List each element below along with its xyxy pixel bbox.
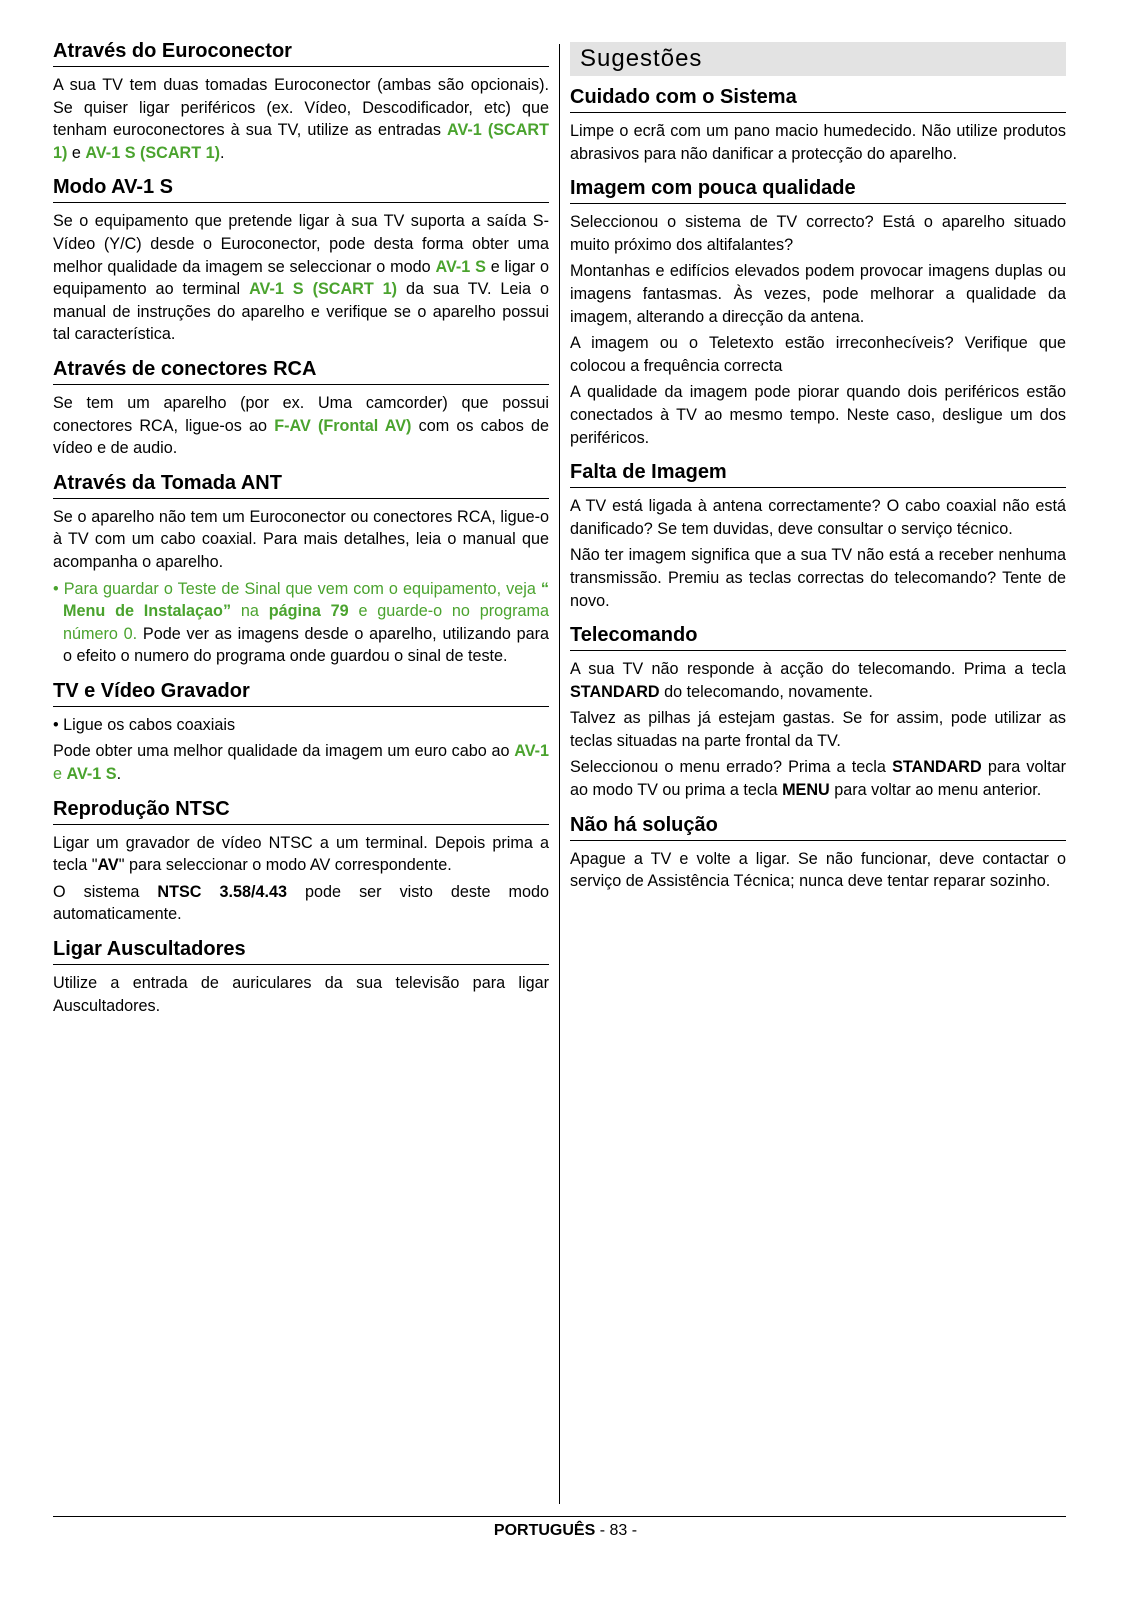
section-text: A qualidade da imagem pode piorar quando dois periféricos estão conectados à TV ao mesmo tempo. Neste caso, desligue um dos periféricos. bbox=[570, 383, 1066, 447]
section-title: Modo AV-1 S bbox=[53, 174, 549, 203]
left-column bbox=[53, 38, 549, 1027]
section-bullet: • Ligue os cabos coaxiais bbox=[53, 715, 236, 734]
section-headphones bbox=[53, 936, 549, 1017]
section-text: Se o equipamento que pretende ligar à sua TV suporta a saída S-Vídeo (Y/C) desde o Euroconector, pode desta forma obter uma melhor qualidade da imagem se seleccionar o modo AV-1 S e ligar o equipamento ao terminal AV-1 S (SCART 1) da sua TV. Leia o manual de instruções do aparelho e verifique se o aparelho possui tal característica. bbox=[53, 212, 549, 344]
section-text: Apague a TV e volte a ligar. Se não funcionar, deve contactar o serviço de Assistência Técnica; nunca deve tentar reparar sozinho. bbox=[570, 849, 1066, 891]
page-footer bbox=[0, 1522, 1131, 1540]
footer-divider bbox=[53, 1516, 1066, 1517]
section-text: Utilize a entrada de auriculares da sua televisão para ligar Auscultadores. bbox=[53, 974, 549, 1015]
page-reference: página 79 bbox=[268, 602, 349, 621]
scart-label: AV-1 S (SCART 1) bbox=[85, 143, 221, 162]
section-title: Ligar Auscultadores bbox=[53, 936, 549, 965]
section-no-solution bbox=[570, 812, 1066, 893]
section-title: Reprodução NTSC bbox=[53, 796, 549, 825]
section-text: Se tem um aparelho (por ex. Uma camcorder) que possui conectores RCA, ligue-os ao F-AV (Frontal AV) com os cabos de vídeo e de audio. bbox=[53, 393, 549, 458]
section-text: A sua TV não responde à acção do telecomando. Prima a tecla STANDARD do telecomando, novamente. bbox=[570, 660, 1066, 701]
section-text: Montanhas e edifícios elevados podem provocar imagens duplas ou imagens fantasmas. Às vezes, pode melhorar a qualidade da imagem, alterando a direcção da antena. bbox=[570, 262, 1066, 326]
section-text: Ligar um gravador de vídeo NTSC a um terminal. Depois prima a tecla "AV" para seleccionar o modo AV correspondente. bbox=[53, 833, 549, 875]
section-modo-av1s bbox=[53, 174, 549, 346]
mode-label: AV-1 S bbox=[66, 765, 117, 784]
section-euroconector bbox=[53, 38, 549, 164]
section-text: Talvez as pilhas já estejam gastas. Se for assim, pode utilizar as teclas situadas na parte frontal da TV. bbox=[570, 709, 1066, 750]
section-poor-image bbox=[570, 175, 1066, 449]
menu-reference: “ Menu de Instalaçao” bbox=[63, 579, 549, 621]
column-divider bbox=[559, 44, 560, 1504]
section-remote bbox=[570, 622, 1066, 802]
section-tv-video bbox=[53, 678, 549, 786]
section-text: A sua TV tem duas tomadas Euroconector (ambas são opcionais). Se quiser ligar periféricos (ex. Vídeo, Descodificador, etc) que tenham euroconectores à sua TV, utilize as entradas AV-1 (SCART 1) e AV-1 S (SCART 1). bbox=[53, 76, 549, 162]
key-name: STANDARD bbox=[892, 758, 982, 777]
section-text: Seleccionou o sistema de TV correcto? Está o aparelho situado muito próximo dos altifalantes? bbox=[570, 213, 1066, 254]
right-column bbox=[570, 38, 1066, 903]
section-title: Através de conectores RCA bbox=[53, 356, 549, 385]
scart-label: AV-1 (SCART 1) bbox=[53, 121, 549, 162]
section-title: Através do Euroconector bbox=[53, 38, 549, 67]
section-title: Cuidado com o Sistema bbox=[570, 84, 1066, 113]
section-bullet: • Para guardar o Teste de Sinal que vem com o equipamento, veja “ Menu de Instalaçao” na página 79 e guarde-o no programa número 0. Pode ver as imagens desde o aparelho, utilizando para o efeito o numero do programa onde guardou o sinal de teste. bbox=[53, 579, 549, 666]
mode-label: AV-1 S bbox=[435, 257, 486, 276]
section-text: Seleccionou o menu errado? Prima a tecla STANDARD para voltar ao modo TV ou prima a tecla MENU para voltar ao menu anterior. bbox=[570, 758, 1066, 800]
section-title: Não há solução bbox=[570, 812, 1066, 841]
section-rca bbox=[53, 356, 549, 460]
key-name: STANDARD bbox=[570, 682, 660, 701]
section-text: Limpe o ecrã com um pano macio humedecido. Não utilize produtos abrasivos para não danificar a protecção do aparelho. bbox=[570, 122, 1066, 163]
section-text: Se o aparelho não tem um Euroconector ou conectores RCA, ligue-o à TV com um cabo coaxial. Para mais detalhes, leia o manual que acompanha o aparelho. bbox=[53, 507, 549, 571]
section-text: A imagem ou o Teletexto estão irreconhecíveis? Verifique que colocou a frequência correcta bbox=[570, 334, 1066, 375]
section-title: Imagem com pouca qualidade bbox=[570, 175, 1066, 204]
section-text: A TV está ligada à antena correctamente? O cabo coaxial não está danificado? Se tem duvidas, deve consultar o serviço técnico. bbox=[570, 497, 1066, 538]
section-title: TV e Vídeo Gravador bbox=[53, 678, 549, 707]
page-number: - 83 - bbox=[595, 1522, 638, 1539]
mode-label: AV-1 bbox=[514, 742, 549, 761]
section-title: Telecomando bbox=[570, 622, 1066, 651]
section-title: Falta de Imagem bbox=[570, 459, 1066, 488]
section-no-image bbox=[570, 459, 1066, 612]
page-heading: Sugestões bbox=[570, 42, 1066, 76]
section-ant bbox=[53, 470, 549, 668]
section-text: O sistema NTSC 3.58/4.43 pode ser visto deste modo automaticamente. bbox=[53, 882, 549, 924]
scart-label: AV-1 S (SCART 1) bbox=[249, 280, 398, 299]
section-text: Pode obter uma melhor qualidade da imagem um euro cabo ao AV-1 e AV-1 S. bbox=[53, 742, 549, 784]
key-name: MENU bbox=[782, 781, 830, 800]
fav-label: F-AV (Frontal AV) bbox=[274, 416, 412, 435]
section-text: Não ter imagem significa que a sua TV não está a receber nenhuma transmissão. Premiu as teclas correctas do telecomando? Tente de novo. bbox=[570, 546, 1066, 610]
section-care bbox=[570, 84, 1066, 165]
footer-language: PORTUGUÊS bbox=[493, 1522, 596, 1539]
section-title: Através da Tomada ANT bbox=[53, 470, 549, 499]
section-ntsc bbox=[53, 796, 549, 926]
